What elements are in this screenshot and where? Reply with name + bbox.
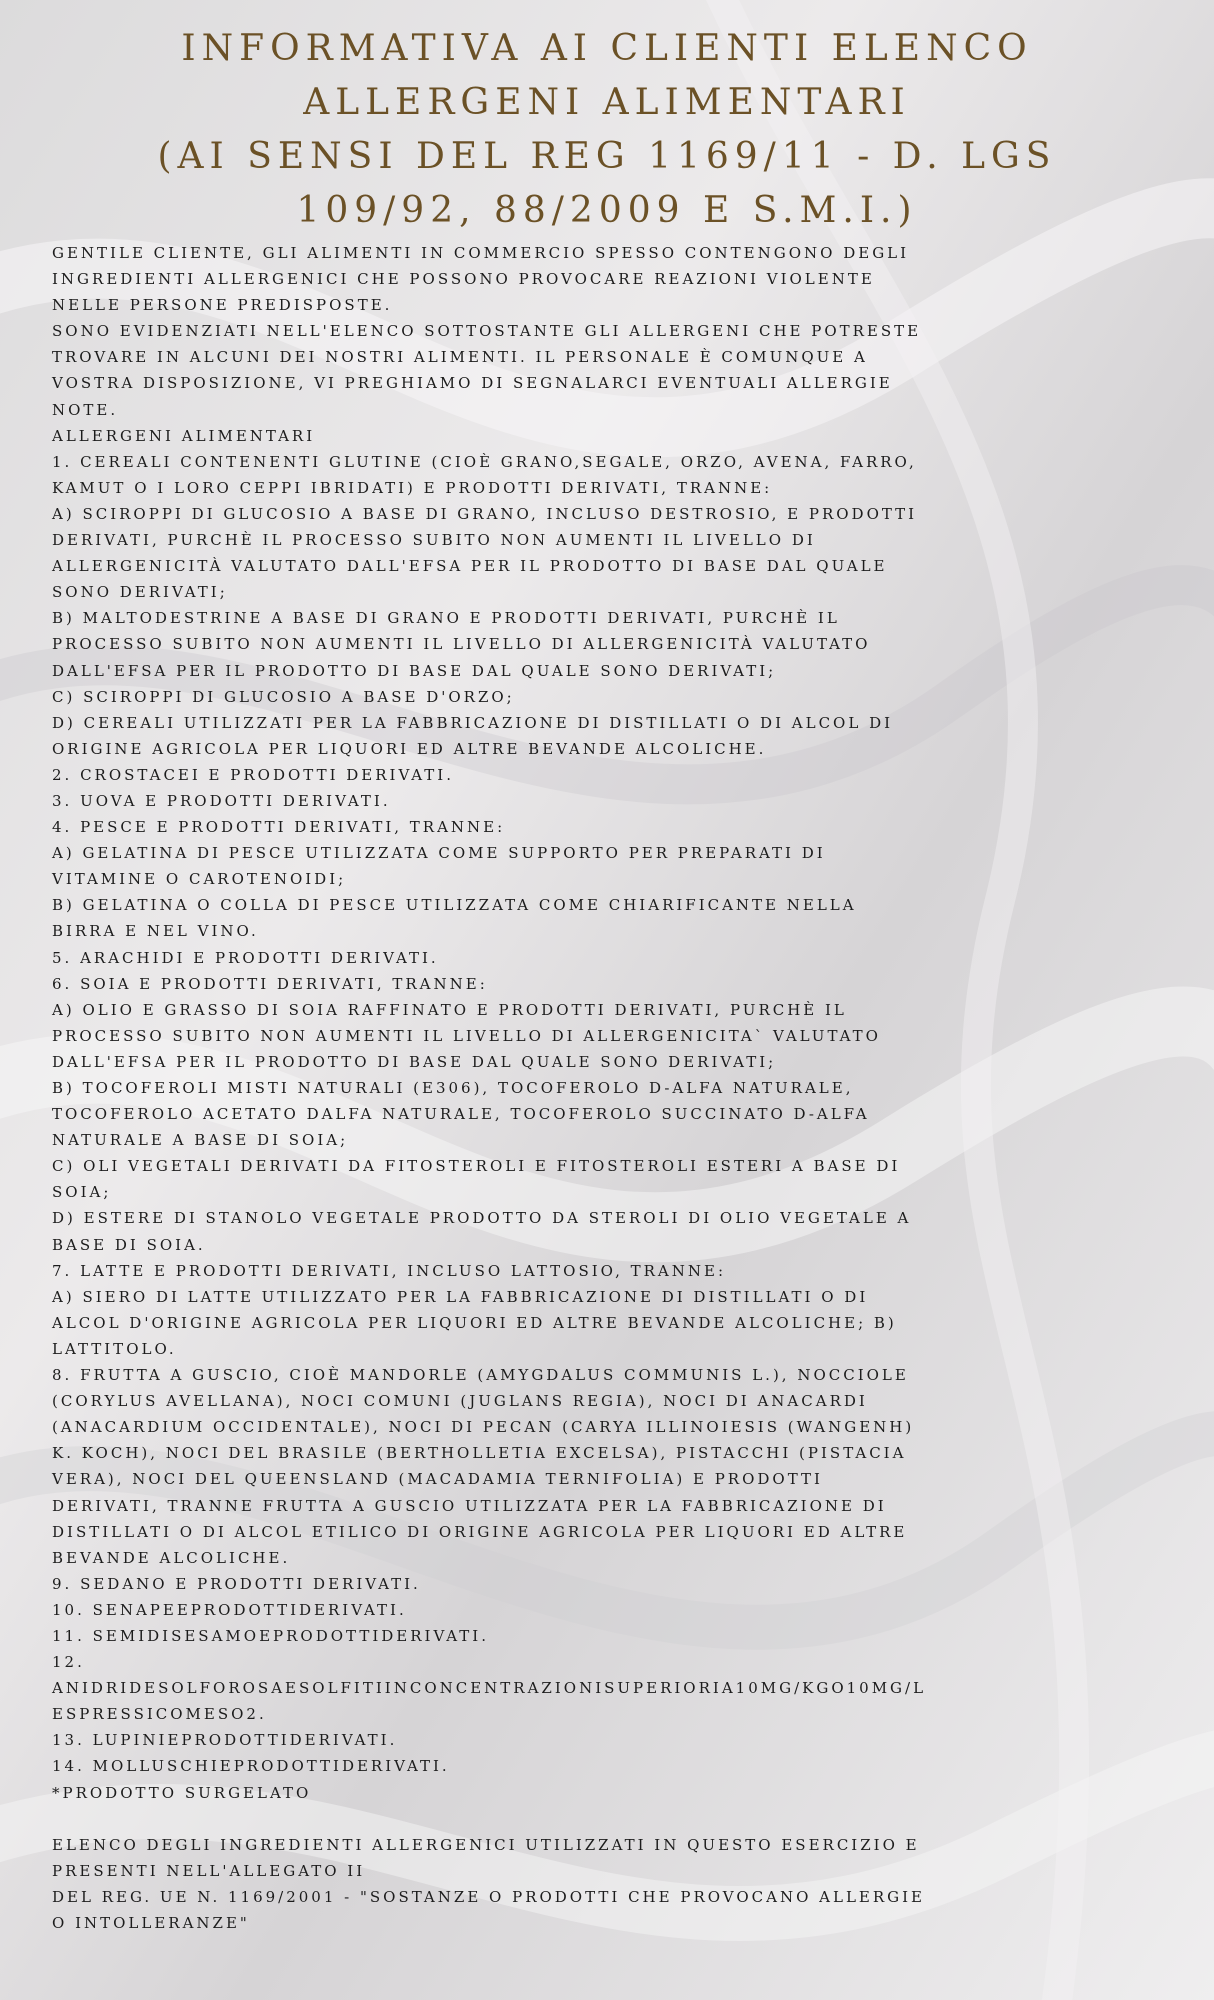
text-line: NATURALE A BASE DI SOIA;: [52, 1131, 349, 1150]
text-line: DISTILLATI O DI ALCOL ETILICO DI ORIGINE AGRICOLA PER LIQUORI ED ALTRE: [52, 1522, 908, 1541]
text-line: D) CEREALI UTILIZZATI PER LA FABBRICAZIONE DI DISTILLATI O DI ALCOL DI: [52, 713, 894, 732]
text-line: 2. CROSTACEI E PRODOTTI DERIVATI.: [52, 765, 454, 784]
text-line: 10. SENAPEEPRODOTTIDERIVATI.: [52, 1600, 407, 1619]
text-line: 3. UOVA E PRODOTTI DERIVATI.: [52, 791, 391, 810]
text-line: C) SCIROPPI DI GLUCOSIO A BASE D'ORZO;: [52, 687, 515, 706]
text-line: 7. LATTE E PRODOTTI DERIVATI, INCLUSO LATTOSIO, TRANNE:: [52, 1261, 727, 1280]
text-line: 4. PESCE E PRODOTTI DERIVATI, TRANNE:: [52, 818, 506, 837]
text-line: SONO DERIVATI;: [52, 583, 228, 602]
text-line: ESPRESSICOMESO2.: [52, 1705, 267, 1724]
text-line: BEVANDE ALCOLICHE.: [52, 1548, 291, 1567]
page-title: [0, 0, 1214, 238]
text-line: INGREDIENTI ALLERGENICI CHE POSSONO PROVOCARE REAZIONI VIOLENTE: [52, 270, 875, 289]
text-line: DALL'EFSA PER IL PRODOTTO DI BASE DAL QUALE SONO DERIVATI;: [52, 661, 777, 680]
allergen-text-body: [52, 240, 1172, 1936]
text-line: BASE DI SOIA.: [52, 1235, 206, 1254]
text-line: DEL REG. UE N. 1169/2001 - "SOSTANZE O PRODOTTI CHE PROVOCANO ALLERGIE: [52, 1887, 926, 1906]
text-line: 12.: [52, 1653, 85, 1672]
text-line: A) GELATINA DI PESCE UTILIZZATA COME SUPPORTO PER PREPARATI DI: [52, 844, 826, 863]
title-line: INFORMATIVA AI CLIENTI ELENCO: [181, 28, 1033, 69]
text-line: (CORYLUS AVELLANA), NOCI COMUNI (JUGLANS REGIA), NOCI DI ANACARDI: [52, 1392, 868, 1411]
text-line: 9. SEDANO E PRODOTTI DERIVATI.: [52, 1574, 421, 1593]
text-line: DERIVATI, TRANNE FRUTTA A GUSCIO UTILIZZATA PER LA FABBRICAZIONE DI: [52, 1496, 887, 1515]
text-line: A) SCIROPPI DI GLUCOSIO A BASE DI GRANO, INCLUSO DESTROSIO, E PRODOTTI: [52, 504, 918, 523]
text-line: DALL'EFSA PER IL PRODOTTO DI BASE DAL QUALE SONO DERIVATI;: [52, 1052, 777, 1071]
text-line: 8. FRUTTA A GUSCIO, CIOÈ MANDORLE (AMYGDALUS COMMUNIS L.), NOCCIOLE: [52, 1366, 909, 1385]
text-line: *PRODOTTO SURGELATO: [52, 1783, 312, 1802]
text-line: NELLE PERSONE PREDISPOSTE.: [52, 296, 393, 315]
text-line: LATTITOLO.: [52, 1339, 177, 1358]
text-line: 6. SOIA E PRODOTTI DERIVATI, TRANNE:: [52, 974, 488, 993]
text-line: B) MALTODESTRINE A BASE DI GRANO E PRODOTTI DERIVATI, PURCHÈ IL: [52, 609, 840, 628]
text-line: ALLERGENICITÀ VALUTATO DALL'EFSA PER IL PRODOTTO DI BASE DAL QUALE: [52, 557, 888, 576]
text-line: C) OLI VEGETALI DERIVATI DA FITOSTEROLI E FITOSTEROLI ESTERI A BASE DI: [52, 1157, 901, 1176]
text-line: NOTE.: [52, 400, 119, 419]
text-line: VERA), NOCI DEL QUEENSLAND (MACADAMIA TERNIFOLIA) E PRODOTTI: [52, 1470, 823, 1489]
text-line: PROCESSO SUBITO NON AUMENTI IL LIVELLO DI ALLERGENICITA` VALUTATO: [52, 1026, 881, 1045]
title-line: (AI SENSI DEL REG 1169/11 - D. LGS: [157, 136, 1057, 177]
text-line: ANIDRIDESOLFOROSAESOLFITIINCONCENTRAZIONISUPERIORIA10MG/KGO10MG/L: [52, 1679, 927, 1698]
text-line: PROCESSO SUBITO NON AUMENTI IL LIVELLO DI ALLERGENICITÀ VALUTATO: [52, 635, 871, 654]
text-line: ELENCO DEGLI INGREDIENTI ALLERGENICI UTILIZZATI IN QUESTO ESERCIZIO E: [52, 1835, 920, 1854]
text-line: A) SIERO DI LATTE UTILIZZATO PER LA FABBRICAZIONE DI DISTILLATI O DI: [52, 1287, 869, 1306]
text-line: 14. MOLLUSCHIEPRODOTTIDERIVATI.: [52, 1757, 450, 1776]
text-line: D) ESTERE DI STANOLO VEGETALE PRODOTTO DA STEROLI DI OLIO VEGETALE A: [52, 1209, 912, 1228]
text-line: B) GELATINA O COLLA DI PESCE UTILIZZATA COME CHIARIFICANTE NELLA: [52, 896, 857, 915]
text-line: O INTOLLERANZE": [52, 1913, 250, 1932]
text-line: ALCOL D'ORIGINE AGRICOLA PER LIQUORI ED ALTRE BEVANDE ALCOLICHE; B): [52, 1313, 897, 1332]
text-line: 13. LUPINIEPRODOTTIDERIVATI.: [52, 1731, 398, 1750]
text-line: 11. SEMIDISESAMOEPRODOTTIDERIVATI.: [52, 1626, 489, 1645]
text-line: ALLERGENI ALIMENTARI: [52, 426, 316, 445]
text-line: VOSTRA DISPOSIZIONE, VI PREGHIAMO DI SEGNALARCI EVENTUALI ALLERGIE: [52, 374, 893, 393]
title-line: ALLERGENI ALIMENTARI: [303, 82, 911, 123]
text-line: PRESENTI NELL'ALLEGATO II: [52, 1861, 366, 1880]
text-line: K. KOCH), NOCI DEL BRASILE (BERTHOLLETIA EXCELSA), PISTACCHI (PISTACIA: [52, 1444, 907, 1463]
text-line: TROVARE IN ALCUNI DEI NOSTRI ALIMENTI. IL PERSONALE È COMUNQUE A: [52, 348, 868, 367]
text-line: [52, 1806, 1172, 1832]
text-line: A) OLIO E GRASSO DI SOIA RAFFINATO E PRODOTTI DERIVATI, PURCHÈ IL: [52, 1000, 847, 1019]
text-line: BIRRA E NEL VINO.: [52, 922, 259, 941]
text-line: SONO EVIDENZIATI NELL'ELENCO SOTTOSTANTE GLI ALLERGENI CHE POTRESTE: [52, 322, 922, 341]
text-line: TOCOFEROLO ACETATO DALFA NATURALE, TOCOFEROLO SUCCINATO D-ALFA: [52, 1105, 870, 1124]
text-line: ORIGINE AGRICOLA PER LIQUORI ED ALTRE BEVANDE ALCOLICHE.: [52, 739, 767, 758]
text-line: KAMUT O I LORO CEPPI IBRIDATI) E PRODOTTI DERIVATI, TRANNE:: [52, 478, 773, 497]
text-line: SOIA;: [52, 1183, 112, 1202]
text-line: VITAMINE O CAROTENOIDI;: [52, 870, 347, 889]
title-line: 109/92, 88/2009 E S.M.I.): [296, 190, 918, 231]
text-line: DERIVATI, PURCHÈ IL PROCESSO SUBITO NON AUMENTI IL LIVELLO DI: [52, 531, 816, 550]
text-line: (ANACARDIUM OCCIDENTALE), NOCI DI PECAN (CARYA ILLINOIESIS (WANGENH): [52, 1418, 915, 1437]
text-line: 1. CEREALI CONTENENTI GLUTINE (CIOÈ GRANO,SEGALE, ORZO, AVENA, FARRO,: [52, 452, 917, 471]
text-line: B) TOCOFEROLI MISTI NATURALI (E306), TOCOFEROLO D-ALFA NATURALE,: [52, 1079, 854, 1097]
text-line: 5. ARACHIDI E PRODOTTI DERIVATI.: [52, 948, 439, 967]
text-line: GENTILE CLIENTE, GLI ALIMENTI IN COMMERCIO SPESSO CONTENGONO DEGLI: [52, 244, 910, 262]
